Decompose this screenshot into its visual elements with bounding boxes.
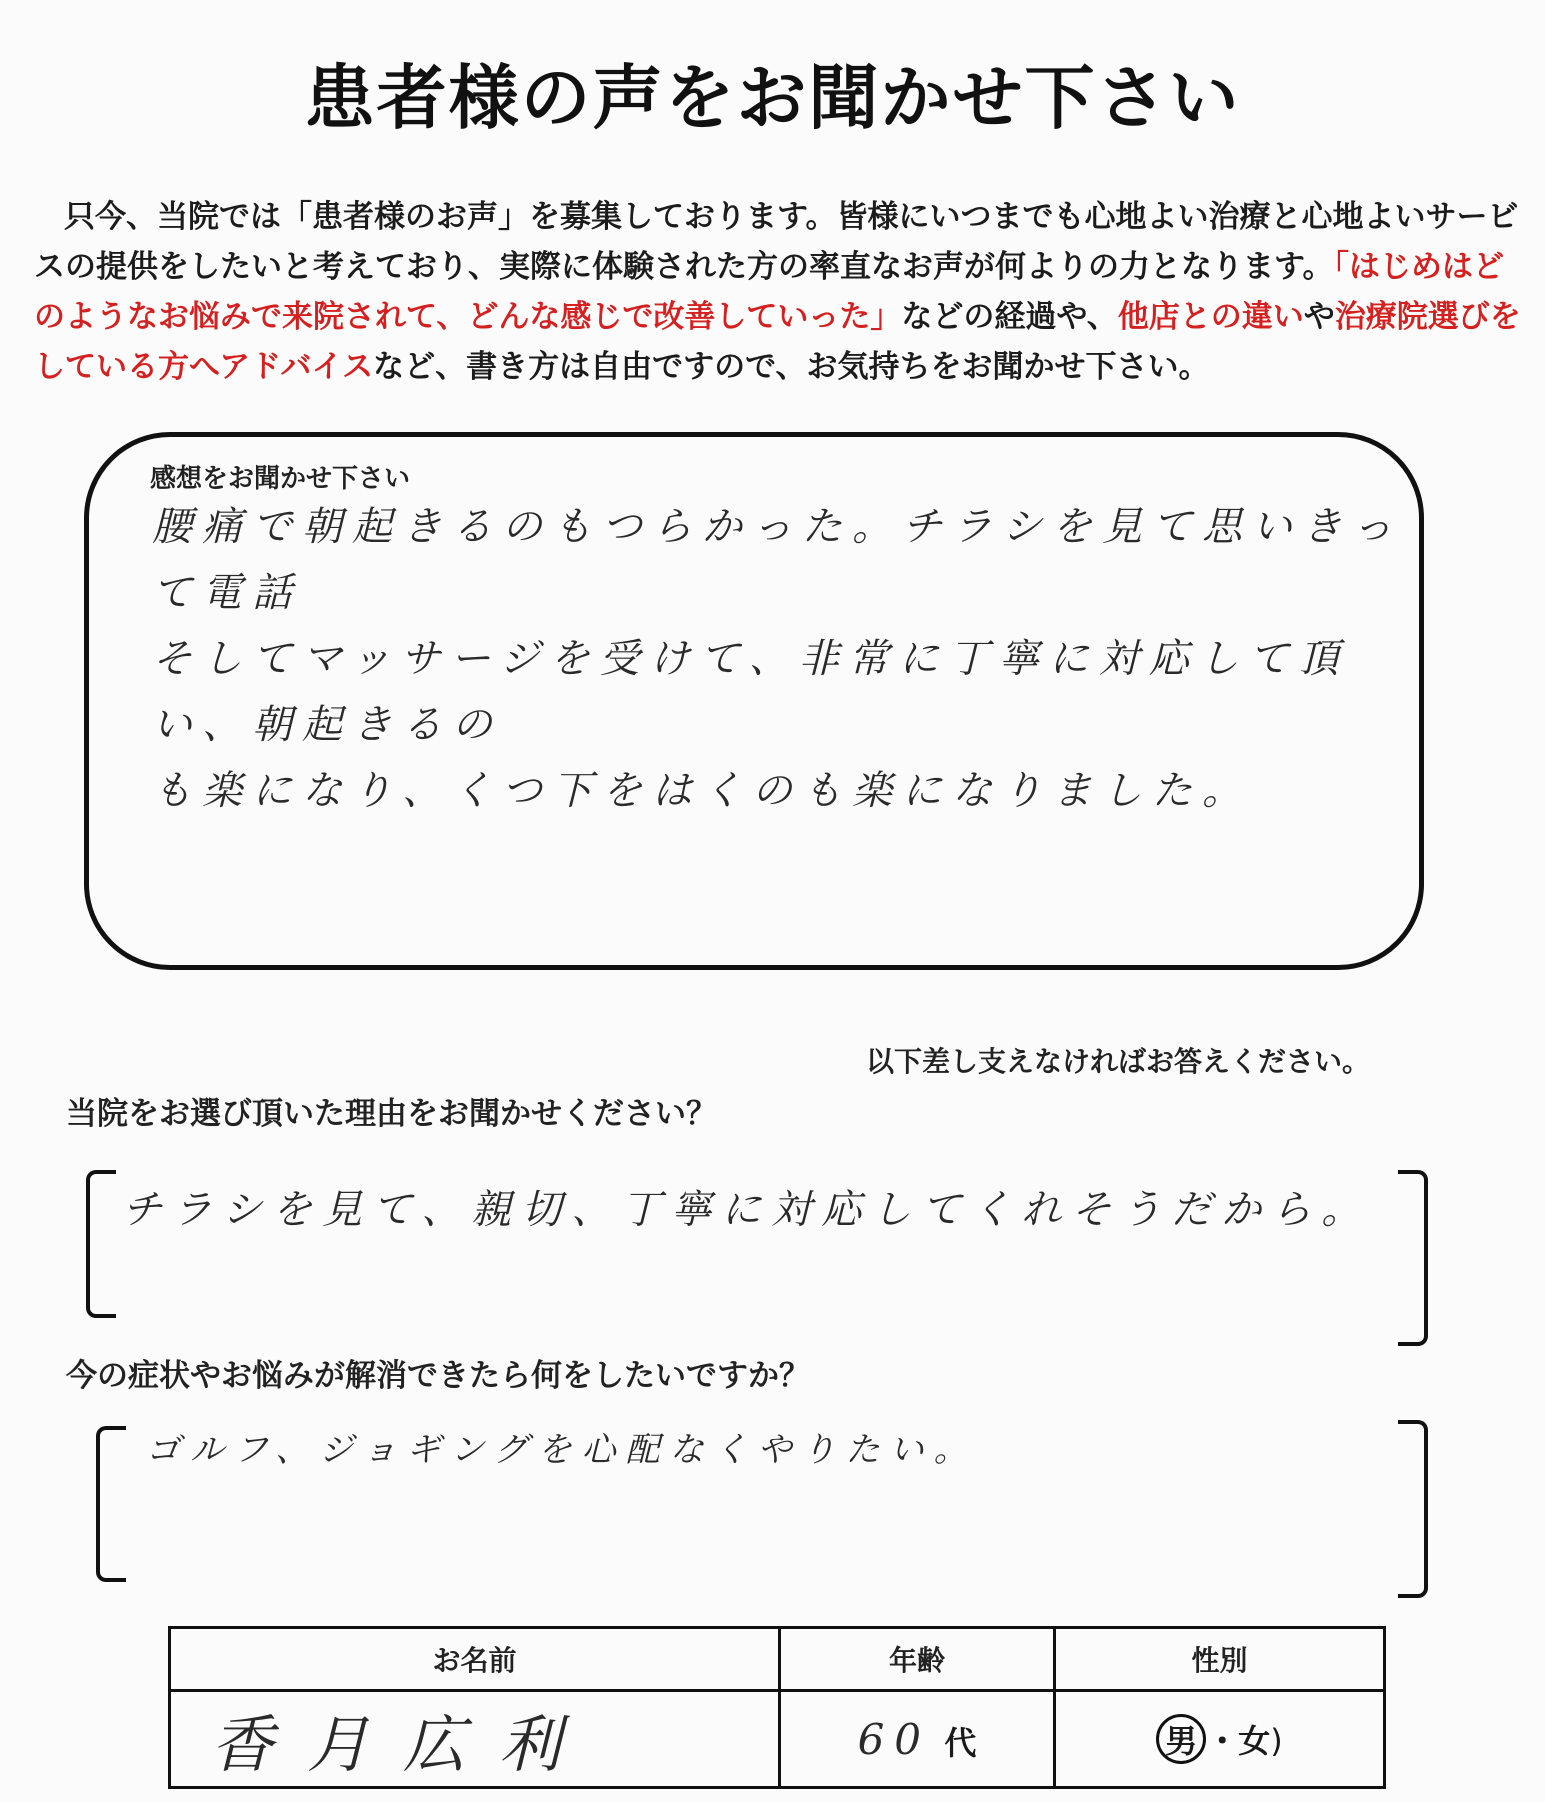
page-title: 患者様の声をお聞かせ下さい bbox=[304, 57, 1241, 139]
bracket-left bbox=[96, 1426, 126, 1582]
question-wish: 今の症状やお悩みが解消できたら何をしたいですか？ bbox=[66, 1358, 810, 1394]
bracket-right bbox=[1398, 1420, 1428, 1598]
age-header: 年齢 bbox=[780, 1628, 1055, 1691]
intro-part3: や bbox=[1303, 299, 1335, 335]
age-unit: 代 bbox=[944, 1723, 977, 1762]
name-value: 香月広利 bbox=[170, 1691, 780, 1788]
intro-part1: 只今、当院では「患者様のお声」を募集しております。皆様にいつまでも心地よい治療と心地よいサービスの提供をしたいと考えており、実際に体験された方の率直なお声が何よりの力となります。 bbox=[34, 199, 1519, 285]
age-cell bbox=[780, 1691, 1055, 1788]
optional-note: 以下差し支えなければお答えください。 bbox=[866, 1045, 1371, 1078]
bracket-left bbox=[86, 1170, 116, 1318]
impression-line: も楽になり、くつ下をはくのも楽になりました。 bbox=[152, 768, 1252, 814]
intro-red2: 他店との違い bbox=[1117, 299, 1304, 335]
answer-wish: ゴルフ、ジョギングを心配なくやりたい。 bbox=[146, 1430, 978, 1470]
age-value: 60 bbox=[857, 1714, 932, 1764]
intro-part4: など、書き方は自由ですので、お気持ちをお聞かせ下さい。 bbox=[373, 349, 1210, 385]
intro-red1: 「はじめはどのようなお悩みで来院されて、どんな感じで改善していった」 bbox=[34, 249, 1505, 335]
sex-male-circled: 男 bbox=[1156, 1714, 1206, 1764]
name-header: お名前 bbox=[170, 1628, 780, 1691]
sex-header: 性別 bbox=[1055, 1628, 1385, 1691]
intro-text bbox=[34, 192, 1524, 392]
info-table bbox=[168, 1626, 1386, 1789]
bracket-right bbox=[1398, 1170, 1428, 1346]
question-reason: 当院をお選び頂いた理由をお聞かせください？ bbox=[66, 1096, 717, 1132]
impression-answer bbox=[152, 494, 1402, 824]
intro-red3: 治療院選びをしている方へアドバイス bbox=[34, 299, 1521, 385]
impression-line: そしてマッサージを受けて、非常に丁寧に対応して頂い、朝起きるの bbox=[152, 636, 1349, 748]
intro-part2: などの経過や、 bbox=[901, 299, 1118, 335]
impression-line: 腰痛で朝起きるのもつらかった。チラシを見て思いきって電話 bbox=[152, 504, 1402, 616]
sex-female: 女 bbox=[1238, 1722, 1271, 1760]
sex-separator: ・ bbox=[1206, 1722, 1239, 1760]
answer-reason: チラシを見て、親切、丁寧に対応してくれそうだから。 bbox=[122, 1187, 1372, 1233]
impression-label: 感想をお聞かせ下さい bbox=[150, 464, 411, 494]
sex-cell: 男 ・女) bbox=[1055, 1691, 1385, 1788]
